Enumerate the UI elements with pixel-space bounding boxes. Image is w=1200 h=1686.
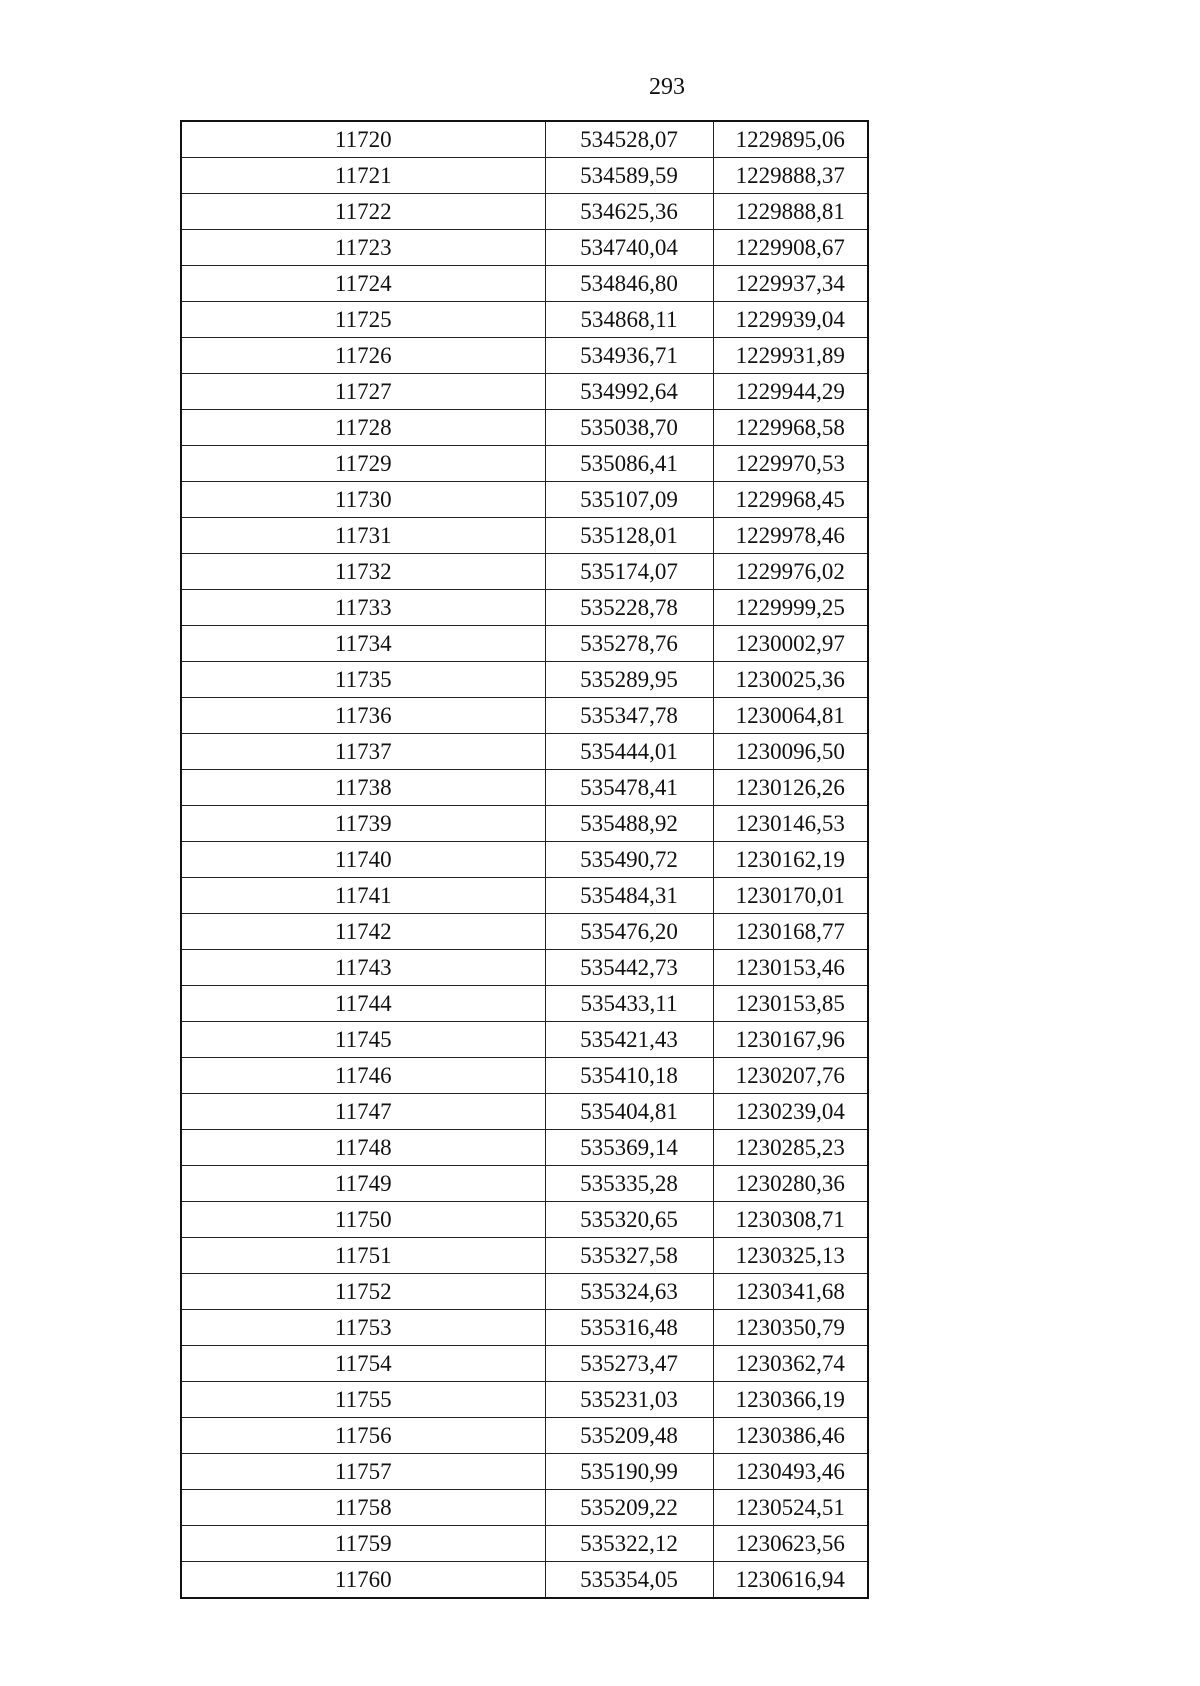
table-row	[181, 446, 868, 482]
x-coordinate-cell: 535320,65	[545, 1202, 713, 1238]
x-coordinate-cell: 535478,41	[545, 770, 713, 806]
y-coordinate-cell: 1229931,89	[713, 338, 868, 374]
point-number-cell: 11760	[181, 1562, 545, 1599]
x-coordinate-cell: 535278,76	[545, 626, 713, 662]
x-coordinate-cell: 534868,11	[545, 302, 713, 338]
x-coordinate-cell: 535107,09	[545, 482, 713, 518]
x-coordinate-cell: 535038,70	[545, 410, 713, 446]
table-row	[181, 662, 868, 698]
x-coordinate-cell: 535190,99	[545, 1454, 713, 1490]
x-coordinate-cell: 534740,04	[545, 230, 713, 266]
point-number-cell: 11751	[181, 1238, 545, 1274]
x-coordinate-cell: 534625,36	[545, 194, 713, 230]
point-number-cell: 11738	[181, 770, 545, 806]
point-number-cell: 11753	[181, 1310, 545, 1346]
point-number-cell: 11756	[181, 1418, 545, 1454]
point-number-cell: 11754	[181, 1346, 545, 1382]
point-number-cell: 11740	[181, 842, 545, 878]
point-number-cell: 11752	[181, 1274, 545, 1310]
table-row	[181, 482, 868, 518]
table-row	[181, 698, 868, 734]
point-number-cell: 11721	[181, 158, 545, 194]
table-row	[181, 1058, 868, 1094]
y-coordinate-cell: 1230153,85	[713, 986, 868, 1022]
point-number-cell: 11728	[181, 410, 545, 446]
table-row	[181, 1490, 868, 1526]
x-coordinate-cell: 534528,07	[545, 121, 713, 158]
point-number-cell: 11729	[181, 446, 545, 482]
point-number-cell: 11750	[181, 1202, 545, 1238]
x-coordinate-cell: 535231,03	[545, 1382, 713, 1418]
point-number-cell: 11726	[181, 338, 545, 374]
table-row	[181, 1562, 868, 1599]
x-coordinate-cell: 535128,01	[545, 518, 713, 554]
y-coordinate-cell: 1230285,23	[713, 1130, 868, 1166]
point-number-cell: 11746	[181, 1058, 545, 1094]
table-row	[181, 1130, 868, 1166]
point-number-cell: 11744	[181, 986, 545, 1022]
x-coordinate-cell: 535209,48	[545, 1418, 713, 1454]
x-coordinate-cell: 535228,78	[545, 590, 713, 626]
point-number-cell: 11724	[181, 266, 545, 302]
y-coordinate-cell: 1230366,19	[713, 1382, 868, 1418]
table-row	[181, 1238, 868, 1274]
x-coordinate-cell: 535410,18	[545, 1058, 713, 1094]
x-coordinate-cell: 535324,63	[545, 1274, 713, 1310]
point-number-cell: 11730	[181, 482, 545, 518]
table-body	[181, 121, 868, 1598]
y-coordinate-cell: 1229970,53	[713, 446, 868, 482]
y-coordinate-cell: 1230146,53	[713, 806, 868, 842]
table-row	[181, 986, 868, 1022]
table-row	[181, 1418, 868, 1454]
table-row	[181, 770, 868, 806]
x-coordinate-cell: 535490,72	[545, 842, 713, 878]
table-row	[181, 806, 868, 842]
table-row	[181, 1346, 868, 1382]
table-row	[181, 1094, 868, 1130]
y-coordinate-cell: 1229968,58	[713, 410, 868, 446]
table-row	[181, 914, 868, 950]
point-number-cell: 11725	[181, 302, 545, 338]
y-coordinate-cell: 1229999,25	[713, 590, 868, 626]
page-number: 293	[649, 74, 685, 100]
y-coordinate-cell: 1230524,51	[713, 1490, 868, 1526]
x-coordinate-cell: 535335,28	[545, 1166, 713, 1202]
y-coordinate-cell: 1230493,46	[713, 1454, 868, 1490]
table-row	[181, 1382, 868, 1418]
x-coordinate-cell: 535404,81	[545, 1094, 713, 1130]
table-row	[181, 1310, 868, 1346]
point-number-cell: 11735	[181, 662, 545, 698]
table-row	[181, 878, 868, 914]
point-number-cell: 11732	[181, 554, 545, 590]
table-row	[181, 1526, 868, 1562]
x-coordinate-cell: 535484,31	[545, 878, 713, 914]
x-coordinate-cell: 535174,07	[545, 554, 713, 590]
table-row	[181, 1022, 868, 1058]
y-coordinate-cell: 1230168,77	[713, 914, 868, 950]
x-coordinate-cell: 535354,05	[545, 1562, 713, 1599]
x-coordinate-cell: 535442,73	[545, 950, 713, 986]
table-row	[181, 554, 868, 590]
table-row	[181, 374, 868, 410]
table-row	[181, 121, 868, 158]
table-row	[181, 1454, 868, 1490]
point-number-cell: 11722	[181, 194, 545, 230]
y-coordinate-cell: 1230167,96	[713, 1022, 868, 1058]
y-coordinate-cell: 1229937,34	[713, 266, 868, 302]
y-coordinate-cell: 1230153,46	[713, 950, 868, 986]
point-number-cell: 11739	[181, 806, 545, 842]
x-coordinate-cell: 535347,78	[545, 698, 713, 734]
point-number-cell: 11736	[181, 698, 545, 734]
table-row	[181, 1202, 868, 1238]
x-coordinate-cell: 535476,20	[545, 914, 713, 950]
point-number-cell: 11741	[181, 878, 545, 914]
table-row	[181, 950, 868, 986]
x-coordinate-cell: 535086,41	[545, 446, 713, 482]
point-number-cell: 11734	[181, 626, 545, 662]
x-coordinate-cell: 535289,95	[545, 662, 713, 698]
point-number-cell: 11748	[181, 1130, 545, 1166]
y-coordinate-cell: 1229895,06	[713, 121, 868, 158]
table-row	[181, 194, 868, 230]
x-coordinate-cell: 534936,71	[545, 338, 713, 374]
table-row	[181, 338, 868, 374]
x-coordinate-cell: 535488,92	[545, 806, 713, 842]
point-number-cell: 11755	[181, 1382, 545, 1418]
y-coordinate-cell: 1229888,37	[713, 158, 868, 194]
y-coordinate-cell: 1230386,46	[713, 1418, 868, 1454]
y-coordinate-cell: 1229888,81	[713, 194, 868, 230]
point-number-cell: 11758	[181, 1490, 545, 1526]
x-coordinate-cell: 535327,58	[545, 1238, 713, 1274]
y-coordinate-cell: 1230325,13	[713, 1238, 868, 1274]
x-coordinate-cell: 535316,48	[545, 1310, 713, 1346]
y-coordinate-cell: 1230308,71	[713, 1202, 868, 1238]
point-number-cell: 11745	[181, 1022, 545, 1058]
y-coordinate-cell: 1230096,50	[713, 734, 868, 770]
table-row	[181, 302, 868, 338]
table-row	[181, 230, 868, 266]
y-coordinate-cell: 1230126,26	[713, 770, 868, 806]
point-number-cell: 11759	[181, 1526, 545, 1562]
point-number-cell: 11727	[181, 374, 545, 410]
x-coordinate-cell: 535444,01	[545, 734, 713, 770]
point-number-cell: 11757	[181, 1454, 545, 1490]
table-row	[181, 410, 868, 446]
y-coordinate-cell: 1229908,67	[713, 230, 868, 266]
y-coordinate-cell: 1229939,04	[713, 302, 868, 338]
y-coordinate-cell: 1230170,01	[713, 878, 868, 914]
point-number-cell: 11733	[181, 590, 545, 626]
y-coordinate-cell: 1230025,36	[713, 662, 868, 698]
x-coordinate-cell: 534589,59	[545, 158, 713, 194]
y-coordinate-cell: 1230064,81	[713, 698, 868, 734]
point-number-cell: 11743	[181, 950, 545, 986]
x-coordinate-cell: 535322,12	[545, 1526, 713, 1562]
y-coordinate-cell: 1230623,56	[713, 1526, 868, 1562]
y-coordinate-cell: 1230207,76	[713, 1058, 868, 1094]
y-coordinate-cell: 1229978,46	[713, 518, 868, 554]
point-number-cell: 11720	[181, 121, 545, 158]
point-number-cell: 11723	[181, 230, 545, 266]
y-coordinate-cell: 1230616,94	[713, 1562, 868, 1599]
x-coordinate-cell: 535421,43	[545, 1022, 713, 1058]
y-coordinate-cell: 1230362,74	[713, 1346, 868, 1382]
table-row	[181, 842, 868, 878]
y-coordinate-cell: 1230239,04	[713, 1094, 868, 1130]
y-coordinate-cell: 1230350,79	[713, 1310, 868, 1346]
table-row	[181, 158, 868, 194]
x-coordinate-cell: 535273,47	[545, 1346, 713, 1382]
y-coordinate-cell: 1230280,36	[713, 1166, 868, 1202]
point-number-cell: 11737	[181, 734, 545, 770]
x-coordinate-cell: 535433,11	[545, 986, 713, 1022]
coordinates-table	[180, 120, 869, 1599]
point-number-cell: 11742	[181, 914, 545, 950]
table-row	[181, 266, 868, 302]
y-coordinate-cell: 1230002,97	[713, 626, 868, 662]
point-number-cell: 11749	[181, 1166, 545, 1202]
table-row	[181, 1274, 868, 1310]
point-number-cell: 11731	[181, 518, 545, 554]
table-row	[181, 590, 868, 626]
point-number-cell: 11747	[181, 1094, 545, 1130]
y-coordinate-cell: 1230341,68	[713, 1274, 868, 1310]
table-row	[181, 518, 868, 554]
y-coordinate-cell: 1229968,45	[713, 482, 868, 518]
x-coordinate-cell: 534846,80	[545, 266, 713, 302]
y-coordinate-cell: 1229976,02	[713, 554, 868, 590]
x-coordinate-cell: 535369,14	[545, 1130, 713, 1166]
table-row	[181, 734, 868, 770]
y-coordinate-cell: 1229944,29	[713, 374, 868, 410]
y-coordinate-cell: 1230162,19	[713, 842, 868, 878]
table-row	[181, 1166, 868, 1202]
x-coordinate-cell: 534992,64	[545, 374, 713, 410]
x-coordinate-cell: 535209,22	[545, 1490, 713, 1526]
table-row	[181, 626, 868, 662]
